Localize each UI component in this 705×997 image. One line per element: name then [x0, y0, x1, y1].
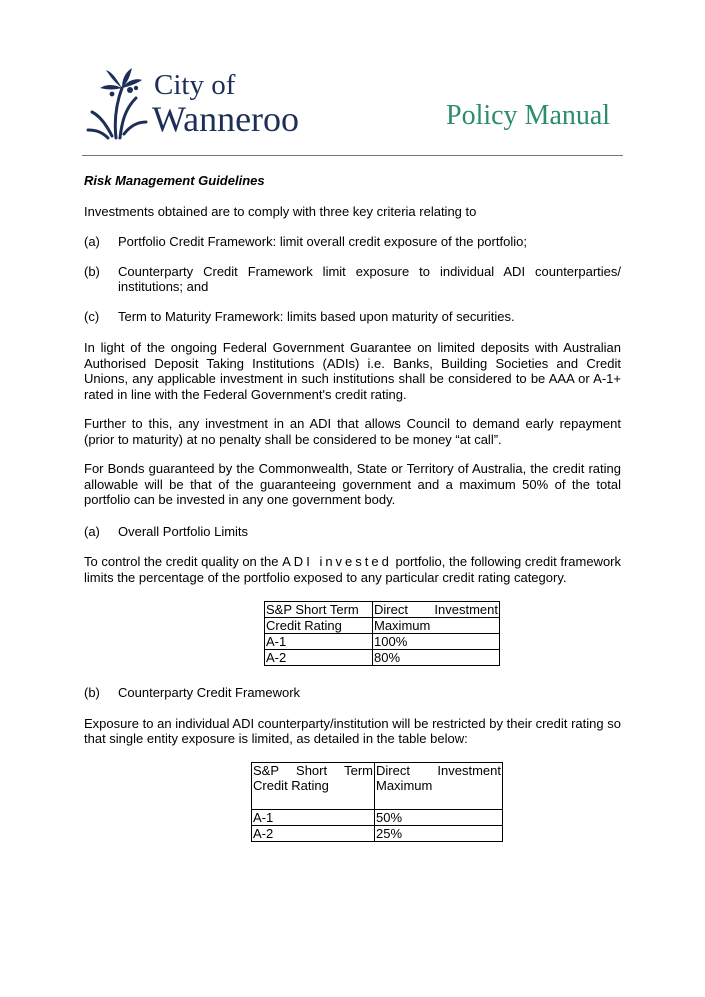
criteria-item	[84, 309, 621, 325]
flower-icon	[86, 68, 148, 140]
table-header-cell	[252, 762, 375, 809]
table-header-line: Credit Rating	[253, 777, 329, 793]
subsection-b-heading	[84, 685, 621, 701]
guarantee-paragraph: In light of the ongoing Federal Government Guarantee on limited deposits with Australian Authorised Deposit Taking Institutions (ADIs) i.e. Banks, Building Societies and Credit Unions, any applicable investment in such institutions shall be considered to be AAA or A-1+ rated in line with the Federal Government's credit rating.	[84, 340, 621, 402]
table-header-cell	[375, 762, 503, 809]
criteria-item	[84, 264, 621, 295]
header-divider	[82, 155, 623, 156]
subsection-title: Counterparty Credit Framework	[118, 685, 301, 700]
table-header-row	[252, 762, 503, 809]
document-title: Policy Manual	[446, 100, 611, 131]
table-header-line: Direct Investment	[376, 762, 501, 778]
control-text-spaced: ADI invested	[282, 554, 392, 569]
section-heading: Risk Management Guidelines	[84, 173, 265, 188]
criteria-label: (b)	[84, 263, 100, 279]
subsection-title: Overall Portfolio Limits	[118, 523, 249, 539]
table-cell: A-1	[265, 634, 373, 650]
table-cell: A-1	[252, 809, 375, 825]
table-header-cell: Direct Investment	[374, 602, 498, 617]
criteria-text: Term to Maturity Framework: limits based upon maturity of securities.	[118, 308, 515, 324]
criteria-item	[84, 234, 621, 250]
criteria-label: (c)	[84, 308, 100, 324]
table-header-cell: S&P Short Term	[265, 602, 373, 618]
table-row	[265, 650, 500, 666]
control-text-start: To control the credit quality on the	[84, 554, 279, 569]
table-row	[252, 825, 503, 841]
criteria-text: Counterparty Credit Framework limit exposure to individual ADI counterparties/ institutions; and	[118, 263, 621, 294]
city-logo	[86, 68, 326, 140]
logo-line-1: City of	[154, 69, 236, 101]
criteria-label: (a)	[84, 234, 100, 249]
subsection-label: (a)	[84, 523, 100, 539]
table-cell: A-2	[252, 825, 375, 841]
table-header-line: Maximum	[376, 777, 433, 793]
control-paragraph	[84, 554, 621, 585]
table-cell: A-2	[265, 650, 373, 666]
table-row	[265, 634, 500, 650]
criteria-text: Portfolio Credit Framework: limit overall credit exposure of the portfolio;	[118, 234, 527, 249]
exposure-paragraph: Exposure to an individual ADI counterparty/institution will be restricted by their credit rating so that single entity exposure is limited, as detailed in the table below:	[84, 715, 621, 746]
table-cell: 25%	[375, 825, 503, 841]
intro-paragraph: Investments obtained are to comply with three key criteria relating to	[84, 203, 477, 219]
table-header-cell: Credit Rating	[265, 618, 373, 634]
table-header-line: S&P Short Term	[253, 762, 373, 778]
table-cell: 100%	[373, 634, 500, 650]
document-body	[84, 173, 621, 842]
control-text-end: portfolio, the following credit framework limits the percentage of the portfolio exposed to any particular credit rating category.	[84, 554, 622, 585]
counterparty-limits-table	[251, 762, 503, 842]
logo-line-2: Wanneroo	[152, 99, 300, 139]
table-header-row	[265, 618, 500, 634]
at-call-paragraph: Further to this, any investment in an ADI that allows Council to demand early repayment (prior to maturity) at no penalty shall be considered to be money “at call”.	[84, 416, 621, 447]
table-header-cell: Maximum	[373, 618, 500, 634]
bonds-paragraph: For Bonds guaranteed by the Commonwealth, State or Territory of Australia, the credit rating allowable will be that of the guaranteeing government and a maximum 50% of the total portfolio can be invested in any one government body.	[84, 461, 621, 507]
table-header-row	[265, 602, 500, 618]
table-row	[252, 809, 503, 825]
table-cell: 50%	[375, 809, 503, 825]
portfolio-limits-table	[264, 601, 500, 666]
table-cell: 80%	[373, 650, 500, 666]
subsection-a-heading	[84, 524, 621, 540]
subsection-label: (b)	[84, 685, 100, 700]
